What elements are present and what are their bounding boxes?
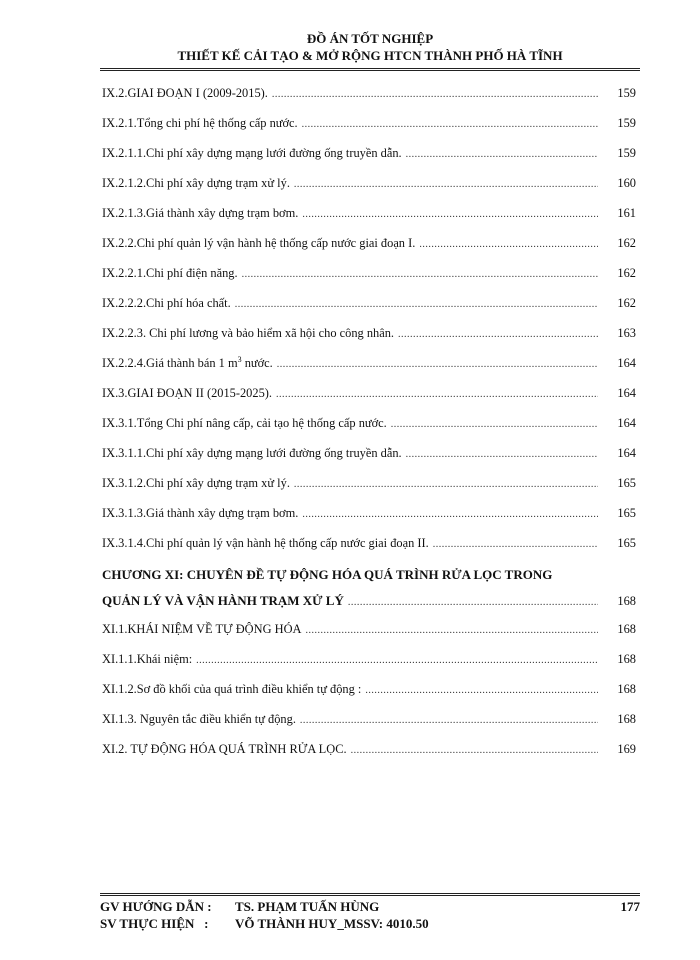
chapter-title-line1: CHƯƠNG XI: CHUYÊN ĐỀ TỰ ĐỘNG HÓA QUÁ TRÌNH RỬA LỌC TRONG	[102, 567, 553, 582]
student-label: SV THỰC HIỆN :	[100, 916, 209, 931]
toc-entry[interactable]: IX.2.1.Tổng chi phí hệ thống cấp nước. ..... 159	[100, 108, 640, 138]
toc-page-number: 168	[617, 712, 636, 726]
toc-entry[interactable]: IX.2.1.2.Chi phí xây dựng trạm xử lý. ..... 160	[100, 168, 640, 198]
toc-entry[interactable]: IX.3.1.4.Chi phí quản lý vận hành hệ thống cấp nước giai đoạn II. ..... 165	[100, 528, 640, 558]
toc-page-number: 165	[617, 506, 636, 520]
toc-entry[interactable]: IX.3.GIAI ĐOẠN II (2015-2025). ..... 164	[100, 378, 640, 408]
toc-page-number: 168	[617, 622, 636, 636]
chapter-title-line2: QUẢN LÝ VÀ VẬN HÀNH TRẠM XỬ LÝ	[102, 593, 344, 608]
toc-chapter-entry[interactable]	[100, 562, 640, 614]
toc-page-number: 161	[617, 206, 636, 220]
toc-entry[interactable]: XI.1.2.Sơ đồ khối của quá trình điều khiển tự động : ..... 168	[100, 674, 640, 704]
page-footer	[100, 898, 640, 932]
toc-page-number: 168	[617, 652, 636, 666]
header-divider	[100, 68, 640, 69]
toc-page-number: 159	[617, 146, 636, 160]
toc-page-number: 164	[617, 416, 636, 430]
advisor-label: GV HƯỚNG DẪN :	[100, 899, 212, 914]
toc-entry[interactable]: XI.1.KHÁI NIỆM VỀ TỰ ĐỘNG HÓA ..... 168	[100, 614, 640, 644]
toc-page-number: 160	[617, 176, 636, 190]
toc-entry[interactable]: IX.2.1.1.Chi phí xây dựng mạng lưới đường ống truyền dẫn. ..... 159	[100, 138, 640, 168]
toc-entry[interactable]: IX.2.2.Chi phí quản lý vận hành hệ thống cấp nước giai đoạn I. ..... 162	[100, 228, 640, 258]
student-name: VÕ THÀNH HUY_MSSV: 4010.50	[235, 916, 429, 931]
toc-entry[interactable]: IX.2.GIAI ĐOẠN I (2009-2015). ..... 159	[100, 78, 640, 108]
toc-page-number: 164	[617, 446, 636, 460]
toc-entry[interactable]: IX.2.2.2.Chi phí hóa chất. ..... 162	[100, 288, 640, 318]
toc-entry[interactable]: IX.3.1.2.Chi phí xây dựng trạm xử lý. ..... 165	[100, 468, 640, 498]
toc-entry[interactable]: XI.1.3. Nguyên tắc điều khiển tự động. ..... 168	[100, 704, 640, 734]
toc-page-number: 164	[617, 386, 636, 400]
toc-page-number: 165	[617, 536, 636, 550]
toc-entry[interactable]: IX.3.1.1.Chi phí xây dựng mạng lưới đường ống truyền dẫn. ..... 164	[100, 438, 640, 468]
toc-entry[interactable]: IX.3.1.Tổng Chi phí nâng cấp, cải tạo hệ thống cấp nước. ..... 164	[100, 408, 640, 438]
header-divider-double	[100, 70, 640, 71]
header-title: ĐỒ ÁN TỐT NGHIỆP	[306, 31, 434, 46]
toc-entry[interactable]: IX.2.2.3. Chi phí lương và bảo hiểm xã hội cho công nhân. ..... 163	[100, 318, 640, 348]
toc-entry[interactable]: IX.2.2.4.Giá thành bán 1 $m^3$ nước. ..... 164	[100, 348, 640, 378]
toc-page-number: 162	[617, 236, 636, 250]
toc-page-number: 159	[617, 86, 636, 100]
footer-divider	[100, 893, 640, 894]
toc-entry[interactable]: IX.2.2.1.Chi phí điện năng. ..... 162	[100, 258, 640, 288]
header-subtitle: THIẾT KẾ CẢI TẠO & MỞ RỘNG HTCN THÀNH PHỐ HÀ TĨNH	[177, 48, 563, 63]
toc-page-number: 165	[617, 476, 636, 490]
advisor-name: TS. PHẠM TUẤN HÙNG	[235, 899, 380, 914]
toc-page-number: 162	[617, 296, 636, 310]
toc-page-number: 164	[617, 356, 636, 370]
toc-entry[interactable]: IX.2.1.3.Giá thành xây dựng trạm bơm. ..... 161	[100, 198, 640, 228]
page-number: 177	[620, 899, 640, 914]
page-header	[100, 30, 640, 64]
toc-entry[interactable]: XI.1.1.Khái niệm: ..... 168	[100, 644, 640, 674]
footer-divider-double	[100, 895, 640, 896]
toc-page-number: 168	[617, 682, 636, 696]
toc-page-number: 162	[617, 266, 636, 280]
toc-page-number: 168	[617, 594, 636, 608]
toc-page-number: 159	[617, 116, 636, 130]
table-of-contents	[100, 78, 640, 764]
toc-page-number: 169	[617, 742, 636, 756]
toc-entry[interactable]: IX.3.1.3.Giá thành xây dựng trạm bơm. ..... 165	[100, 498, 640, 528]
toc-page-number: 163	[617, 326, 636, 340]
toc-entry[interactable]: XI.2. TỰ ĐỘNG HÓA QUÁ TRÌNH RỬA LỌC. ..... 169	[100, 734, 640, 764]
